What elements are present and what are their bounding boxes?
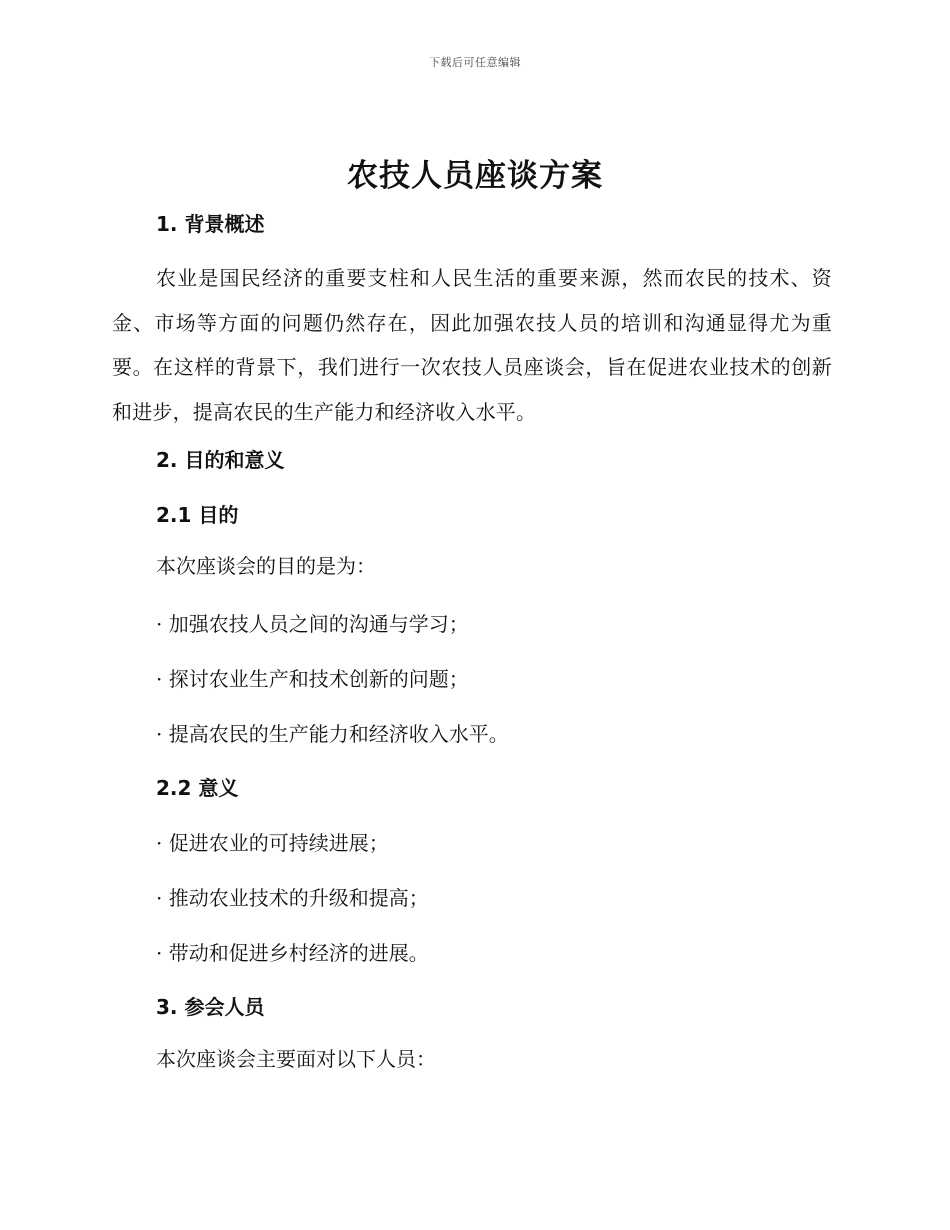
- section-2-2-heading: 2.2 意义: [156, 776, 239, 800]
- section-1-heading: 1. 背景概述: [156, 212, 265, 236]
- list-item: · 推动农业技术的升级和提高；: [156, 886, 429, 910]
- list-item: · 促进农业的可持续进展；: [156, 831, 389, 855]
- list-item: · 探讨农业生产和技术创新的问题；: [156, 667, 469, 691]
- header-note: 下载后可任意编辑: [429, 56, 521, 69]
- list-item: · 带动和促进乡村经济的进展。: [156, 941, 429, 965]
- section-3-intro: 本次座谈会主要面对以下人员：: [156, 1047, 436, 1071]
- section-2-1-intro: 本次座谈会的目的是为：: [156, 554, 376, 578]
- section-2-heading: 2. 目的和意义: [156, 448, 285, 472]
- list-item: · 加强农技人员之间的沟通与学习；: [156, 612, 469, 636]
- section-2-1-heading: 2.1 目的: [156, 503, 239, 527]
- list-item: · 提高农民的生产能力和经济收入水平。: [156, 722, 509, 746]
- section-1-paragraph: 农业是国民经济的重要支柱和人民生活的重要来源，然而农民的技术、资金、市场等方面的问题仍然存在，因此加强农技人员的培训和沟通显得尤为重要。在这样的背景下，我们进行一次农技人员座谈会，旨在促进农业技术的创新和进步，提高农民的生产能力和经济收入水平。: [112, 266, 832, 424]
- document-title: 农技人员座谈方案: [347, 158, 603, 194]
- section-3-heading: 3. 参会人员: [156, 995, 265, 1019]
